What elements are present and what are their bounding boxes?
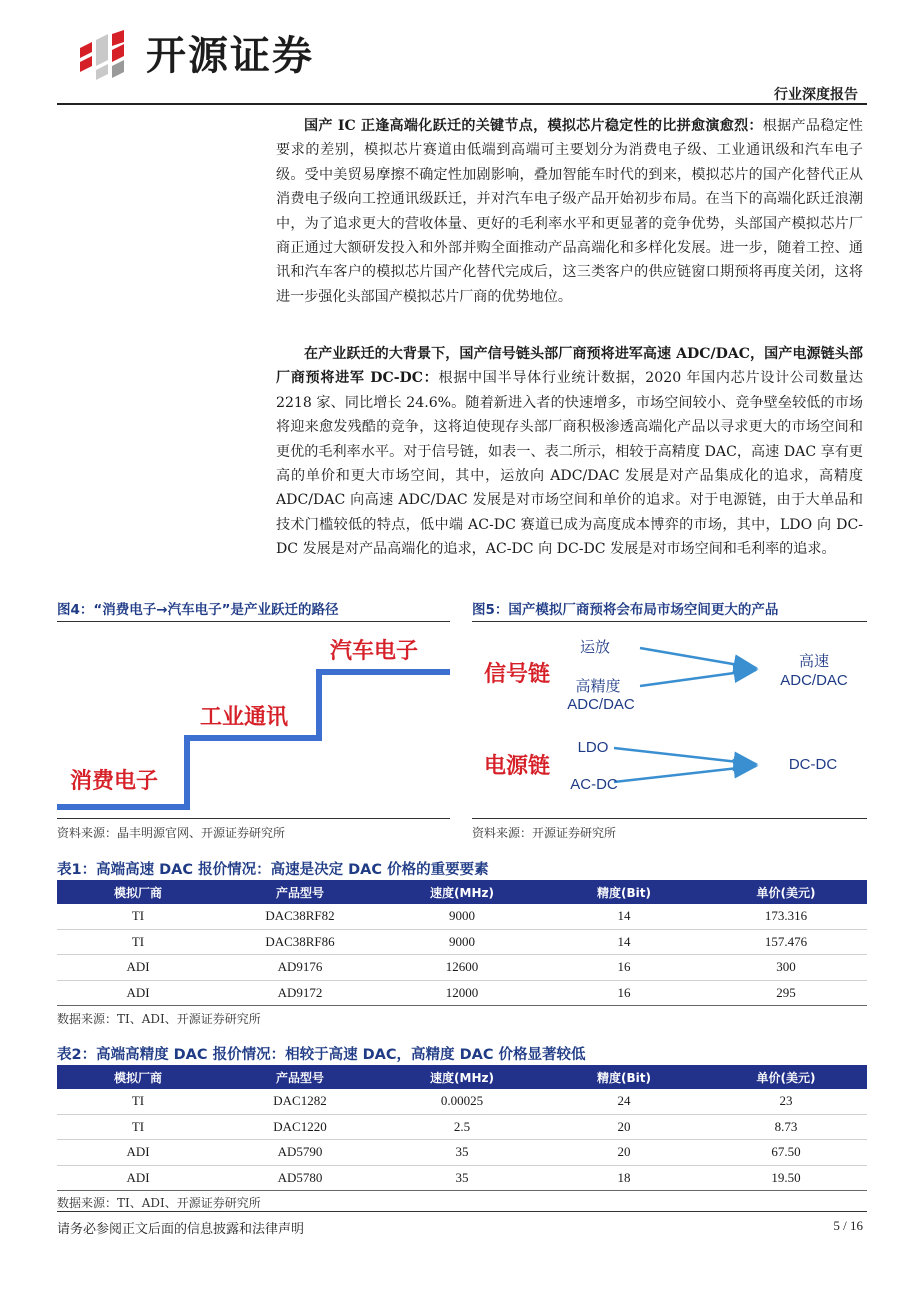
step-consumer-electronics: 消费电子 bbox=[70, 769, 159, 794]
cell: AD5780 bbox=[219, 1165, 381, 1191]
node-dc-dc: DC-DC bbox=[788, 756, 838, 773]
node-op-amp: 运放 bbox=[579, 639, 610, 656]
cell: ADI bbox=[57, 980, 219, 1006]
col-vendor: 模拟厂商 bbox=[57, 880, 219, 904]
node-precision-line1: 高精度 bbox=[575, 678, 621, 695]
col-price: 单价(美元) bbox=[705, 880, 867, 904]
signal-chain-label: 信号链 bbox=[484, 662, 551, 687]
table-row bbox=[57, 1114, 867, 1140]
cell: 16 bbox=[543, 955, 705, 981]
col-vendor: 模拟厂商 bbox=[57, 1065, 219, 1089]
table-row bbox=[57, 904, 867, 929]
footer-divider bbox=[57, 1211, 867, 1212]
footer-disclaimer: 请务必参阅正文后面的信息披露和法律声明 bbox=[57, 1222, 305, 1237]
cell: 173.316 bbox=[705, 904, 867, 929]
figure-5-top-rule bbox=[472, 621, 867, 622]
node-highspeed-line1: 高速 bbox=[798, 653, 829, 670]
col-price: 单价(美元) bbox=[705, 1065, 867, 1089]
cell: ADI bbox=[57, 1165, 219, 1191]
cell: 14 bbox=[543, 929, 705, 955]
cell: 23 bbox=[705, 1089, 867, 1114]
figure-4-bottom-rule bbox=[57, 818, 450, 819]
paragraph-2 bbox=[276, 342, 863, 562]
figure-4-title: 图4：“消费电子→汽车电子”是产业跃迁的路径 bbox=[57, 602, 339, 618]
paragraph-2-body: 根据中国半导体行业统计数据，2020 年国内芯片设计公司数量达 2218 家、同比增长 24.6%。随着新进入者的快速增多，市场空间较小、竞争壁垒较低的市场将迎来愈发残酷的竞争，这将迫使现存头部厂商积极渗透高端化产品以寻求更大的市场空间和更优的毛利率水平。对于信号链，如表一、表二所示，相较于高精度 DAC，高速 DAC 享有更高的单价和更大市场空间，其中，运放向 ADC/DAC 发展是对产品集成化的追求，高精度 ADC/DAC 向高速 ADC/DAC 发展是对市场空间和单价的追求。对于电源链，由于大单品和技术门槛较低的特点，低中端 AC-DC 赛道已成为高度成本博弈的市场，其中，LDO 向 DC-DC 发展是对产品高端化的追求，AC-DC 向 DC-DC 发展是对市场空间和毛利率的追求。 bbox=[276, 370, 863, 558]
arrow-op-amp bbox=[640, 648, 756, 668]
col-speed: 速度(MHz) bbox=[381, 880, 543, 904]
table-row bbox=[57, 980, 867, 1006]
cell: DAC38RF86 bbox=[219, 929, 381, 955]
table-header-row bbox=[57, 1065, 867, 1089]
col-precision: 精度(Bit) bbox=[543, 880, 705, 904]
cell: 9000 bbox=[381, 929, 543, 955]
cell: 12000 bbox=[381, 980, 543, 1006]
cell: 8.73 bbox=[705, 1114, 867, 1140]
power-chain-label: 电源链 bbox=[484, 754, 551, 779]
cell: TI bbox=[57, 904, 219, 929]
col-model: 产品型号 bbox=[219, 1065, 381, 1089]
cell: TI bbox=[57, 929, 219, 955]
cell: AD9176 bbox=[219, 955, 381, 981]
table-header-row bbox=[57, 880, 867, 904]
paragraph-1 bbox=[276, 114, 863, 309]
col-model: 产品型号 bbox=[219, 880, 381, 904]
cell: DAC38RF82 bbox=[219, 904, 381, 929]
cell: AD5790 bbox=[219, 1140, 381, 1166]
cell: 20 bbox=[543, 1114, 705, 1140]
paragraph-1-body: 根据产品稳定性要求的差别，模拟芯片赛道由低端到高端可主要划分为消费电子级、工业通讯级和汽车电子级。受中美贸易摩擦不确定性加剧影响，叠加智能车时代的到来，模拟芯片的国产化替代正从消费电子级向工控通讯级跃迁，并对汽车电子级产品开始初步布局。在当下的高端化跃迁浪潮中，为了追求更大的营收体量、更好的毛利率水平和更显著的竞争优势，头部国产模拟芯片厂商正通过大额研发投入和外部并购全面推动产品高端化和多样化发展。进一步，随着工控、通讯和汽车客户的模拟芯片国产化替代完成后，这三类客户的供应链窗口期预将再度关闭，这将进一步强化头部国产模拟芯片厂商的优势地位。 bbox=[276, 118, 864, 305]
table-row bbox=[57, 1165, 867, 1191]
arrow-ldo bbox=[614, 748, 756, 764]
table-2 bbox=[57, 1065, 867, 1191]
col-precision: 精度(Bit) bbox=[543, 1065, 705, 1089]
report-type: 行业深度报告 bbox=[774, 87, 858, 103]
cell: TI bbox=[57, 1089, 219, 1114]
logo-text: 开源证券 bbox=[146, 33, 314, 79]
table-row bbox=[57, 1089, 867, 1114]
cell: ADI bbox=[57, 1140, 219, 1166]
figure-4-source: 资料来源：晶丰明源官网、开源证券研究所 bbox=[57, 826, 286, 840]
table-1-title: 表1：高端高速 DAC 报价情况：高速是决定 DAC 价格的重要要素 bbox=[57, 862, 489, 878]
cell: 19.50 bbox=[705, 1165, 867, 1191]
cell: 157.476 bbox=[705, 929, 867, 955]
header-divider bbox=[57, 103, 867, 105]
table-1-source: 数据来源：TI、ADI、开源证券研究所 bbox=[57, 1012, 261, 1026]
figure-5-title: 图5：国产模拟厂商预将会布局市场空间更大的产品 bbox=[472, 602, 779, 618]
step-industrial-comm: 工业通讯 bbox=[200, 705, 289, 730]
cell: DAC1220 bbox=[219, 1114, 381, 1140]
table-row bbox=[57, 955, 867, 981]
cell: 35 bbox=[381, 1165, 543, 1191]
figure-4-top-rule bbox=[57, 621, 450, 622]
cell: AD9172 bbox=[219, 980, 381, 1006]
cell: TI bbox=[57, 1114, 219, 1140]
cell: DAC1282 bbox=[219, 1089, 381, 1114]
cell: 12600 bbox=[381, 955, 543, 981]
cell: ADI bbox=[57, 955, 219, 981]
cell: 16 bbox=[543, 980, 705, 1006]
figure-5-source: 资料来源：开源证券研究所 bbox=[472, 826, 617, 840]
paragraph-1-lead: 国产 IC 正逢高端化跃迁的关键节点，模拟芯片稳定性的比拼愈演愈烈： bbox=[304, 118, 763, 134]
node-precision-line2: ADC/DAC bbox=[567, 696, 635, 713]
logo-icon bbox=[76, 30, 136, 82]
table-row bbox=[57, 929, 867, 955]
table-1 bbox=[57, 880, 867, 1006]
cell: 9000 bbox=[381, 904, 543, 929]
table-row bbox=[57, 1140, 867, 1166]
cell: 2.5 bbox=[381, 1114, 543, 1140]
node-ac-dc: AC-DC bbox=[570, 776, 618, 793]
step-automotive: 汽车电子 bbox=[330, 639, 419, 664]
cell: 300 bbox=[705, 955, 867, 981]
cell: 0.00025 bbox=[381, 1089, 543, 1114]
cell: 18 bbox=[543, 1165, 705, 1191]
col-speed: 速度(MHz) bbox=[381, 1065, 543, 1089]
table-2-source: 数据来源：TI、ADI、开源证券研究所 bbox=[57, 1196, 261, 1210]
paragraph-2-lead: 在产业跃迁的大背景下，国产信号链头部厂商预将进军高速 ADC/DAC，国产电源链头部厂商预将进军 DC-DC： bbox=[276, 346, 863, 387]
node-highspeed-line2: ADC/DAC bbox=[780, 672, 848, 689]
page-number: 5 / 16 bbox=[833, 1218, 863, 1233]
cell: 295 bbox=[705, 980, 867, 1006]
figure-5-bottom-rule bbox=[472, 818, 867, 819]
arrow-ac-dc bbox=[614, 766, 756, 782]
node-ldo: LDO bbox=[577, 739, 609, 756]
cell: 14 bbox=[543, 904, 705, 929]
table-2-title: 表2：高端高精度 DAC 报价情况：相较于高速 DAC，高精度 DAC 价格显著较低 bbox=[57, 1047, 586, 1063]
cell: 35 bbox=[381, 1140, 543, 1166]
cell: 67.50 bbox=[705, 1140, 867, 1166]
arrow-precision-adc bbox=[640, 670, 756, 686]
cell: 20 bbox=[543, 1140, 705, 1166]
cell: 24 bbox=[543, 1089, 705, 1114]
